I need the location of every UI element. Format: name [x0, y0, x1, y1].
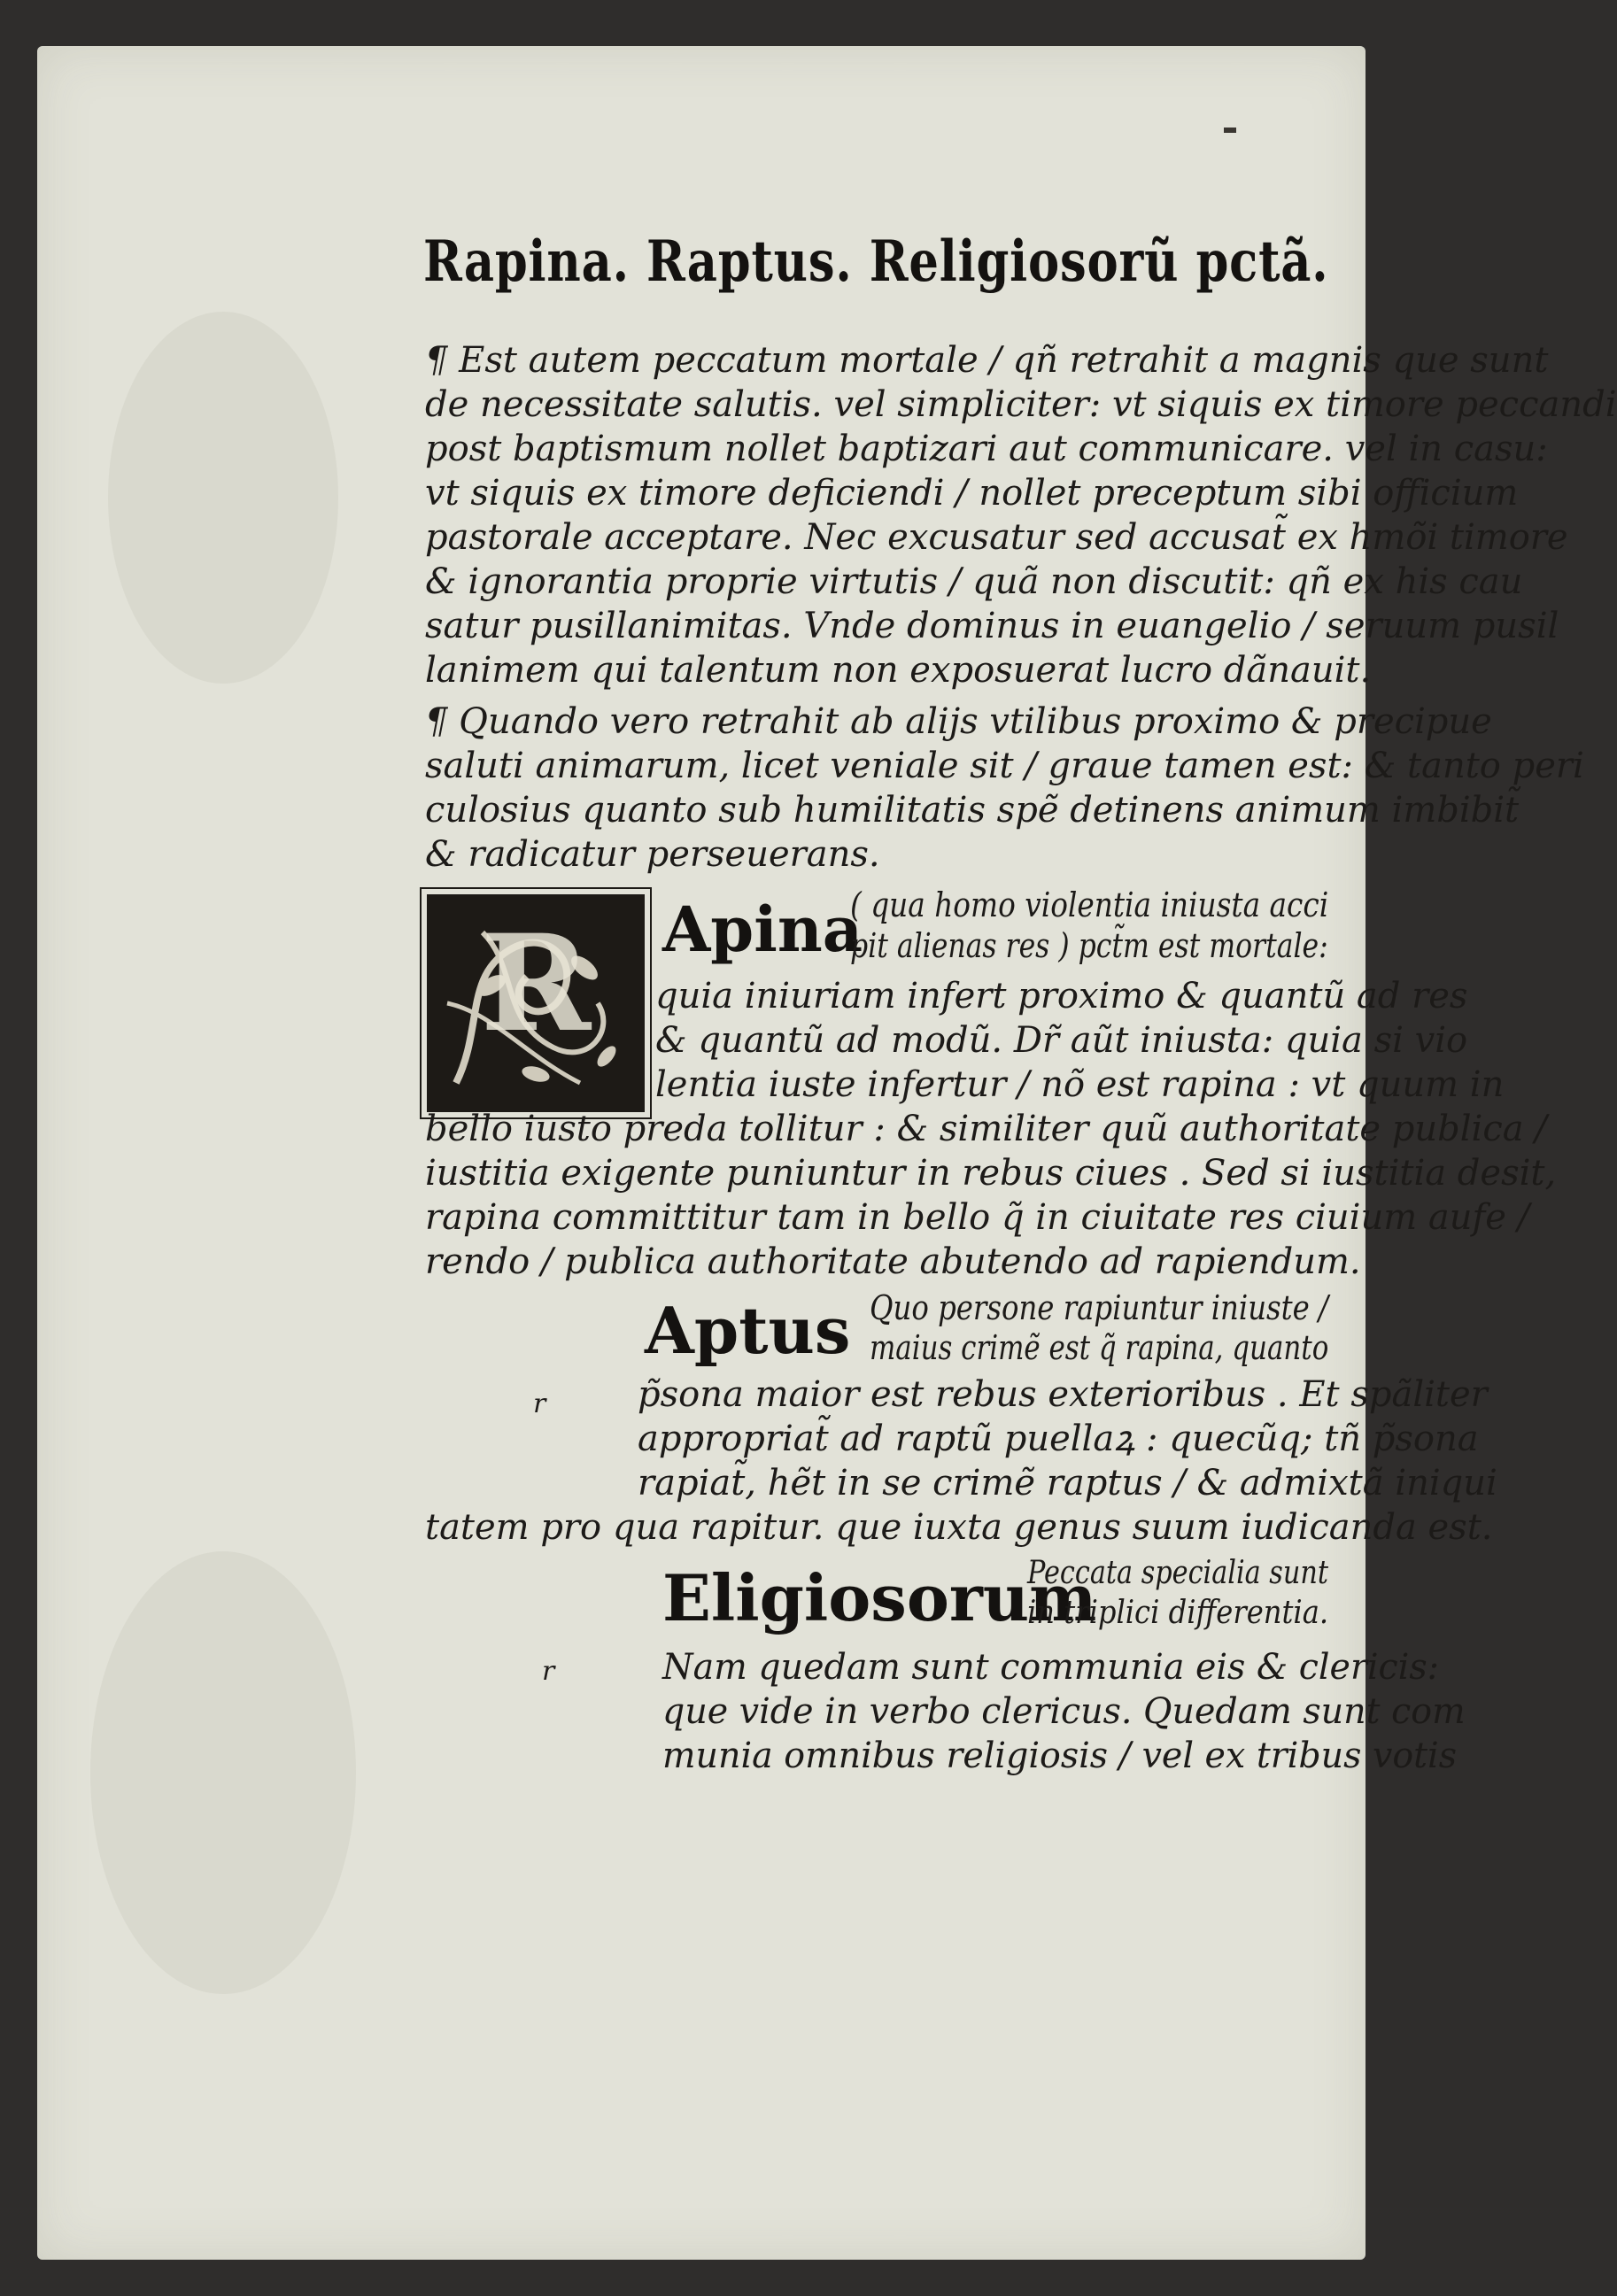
text-line: ¶ Quando vero retrahit ab alijs vtilibus proximo & precipue [425, 701, 1492, 742]
text-line: & ignorantia proprie virtutis / quã non discutit: qñ ex his cau [425, 561, 1523, 602]
text-line: ¶ Est autem peccatum mortale / qñ retrahit a magnis que sunt [425, 340, 1549, 381]
text-line: culosius quanto sub humilitatis spẽ detinens animum imbibit̃ [425, 790, 1520, 831]
ink-speck [1224, 128, 1236, 133]
decorated-initial [427, 894, 645, 1112]
paragraph-1 [425, 338, 1617, 692]
text-line: vt siquis ex timore deficiendi / nollet preceptum sibi officium [425, 473, 1519, 514]
section-word-rapina: Apina [662, 893, 863, 966]
text-line: tatem pro qua rapitur. que iuxta genus suum iudicanda est. [425, 1507, 1493, 1548]
text-line: & quantũ ad modũ. Dr̃ aũt iniusta: quia si vio [655, 1020, 1468, 1061]
text-line: rendo / publica authoritate abutendo ad rapiendum. [425, 1241, 1361, 1282]
section-word-raptus: Aptus [645, 1293, 851, 1368]
text-line: quia iniuriam infert proximo & quantũ ad res [655, 976, 1468, 1017]
text-line: iustitia exigente puniuntur in rebus ciues . Sed si iustitia desit, [425, 1153, 1557, 1194]
foliage-ornament [429, 897, 642, 1109]
margin-mark: r [533, 1388, 546, 1419]
rapina-side-line: pit alienas res ) pct̃m est mortale: [850, 926, 1328, 965]
page-heading: Rapina. Raptus. Religiosorũ pctã. [423, 228, 1329, 295]
religiosorum-side-line: Peccata specialia sunt [1027, 1555, 1329, 1591]
text-line: lentia iuste infertur / nõ est rapina : vt quum in [655, 1064, 1505, 1105]
text-line: & radicatur perseuerans. [425, 834, 880, 875]
text-line: rapina committitur tam in bello q̃ in ciuitate res ciuium aufe / [425, 1197, 1530, 1238]
raptus-body [425, 1505, 1493, 1550]
text-line: que vide in verbo clericus. Quedam sunt com [662, 1691, 1466, 1732]
text-line: p̃sona maior est rebus exterioribus . Et spãliter [638, 1374, 1488, 1415]
rapina-indented [655, 974, 1505, 1107]
rapina-body [425, 1107, 1557, 1284]
text-line: lanimem qui talentum non exposuerat lucro dãnauit. [425, 650, 1372, 691]
paper-stain [90, 1551, 356, 1994]
paper-stain [108, 312, 338, 684]
paragraph-2 [425, 700, 1584, 877]
rapina-side-line: ( qua homo violentia iniusta acci [850, 885, 1329, 924]
section-word-religiosorum: Eligiosorum [662, 1560, 1097, 1635]
religiosorum-indented [662, 1645, 1466, 1778]
raptus-side-line: Quo persone rapiuntur iniuste / [870, 1288, 1328, 1327]
text-line: saluti animarum, licet veniale sit / graue tamen est: & tanto peri [425, 746, 1584, 786]
text-line: post baptismum nollet baptizari aut communicare. vel in casu: [425, 429, 1548, 469]
text-line: de necessitate salutis. vel simpliciter: vt siquis ex timore peccandi [425, 384, 1617, 425]
text-line: pastorale acceptare. Nec excusatur sed accusat̃ ex hmõi timore [425, 517, 1568, 558]
margin-mark: r [542, 1656, 555, 1687]
text-line: munia omnibus religiosis / vel ex tribus votis [662, 1736, 1458, 1776]
raptus-indented [638, 1372, 1497, 1505]
text-line: satur pusillanimitas. Vnde dominus in euangelio / seruum pusil [425, 606, 1559, 646]
text-line: rapiat̃, hẽt in se crimẽ raptus / & admixtã iniqui [638, 1463, 1497, 1504]
religiosorum-side-line: in triplici differentia. [1027, 1595, 1329, 1631]
initial-letter: R [480, 906, 592, 1062]
raptus-side-line: maius crimẽ est q̃ rapina, quanto [870, 1328, 1329, 1367]
text-line: Nam quedam sunt communia eis & clericis: [662, 1647, 1439, 1688]
text-line: appropriat̃ ad raptũ puellaꝝ : quecũq; tñ p̃sona [638, 1419, 1479, 1459]
text-line: bello iusto preda tollitur : & similiter quũ authoritate publica / [425, 1109, 1547, 1149]
